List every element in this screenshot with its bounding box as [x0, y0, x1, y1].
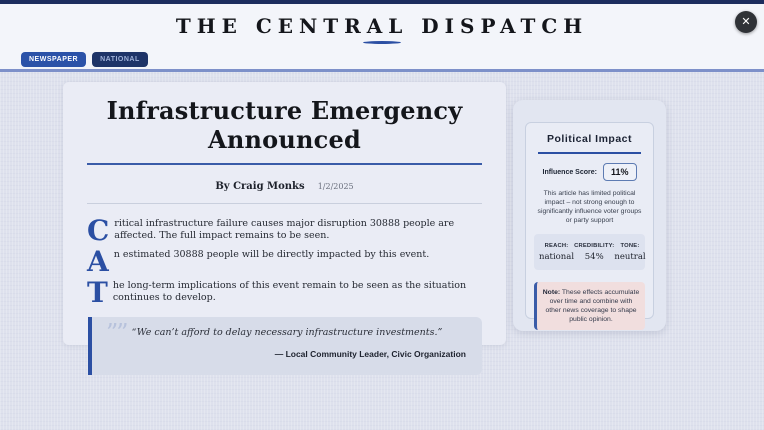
impact-title: Political Impact: [546, 133, 633, 145]
stat-value: 54%: [584, 252, 604, 262]
stat-label: TONE:: [620, 243, 640, 249]
article-headline: Infrastructure Emergency Announced: [106, 96, 463, 154]
stat-label: REACH:: [544, 243, 569, 249]
paragraph-text: he long-term implications of this event remain to be seen as the situation continues to develop.: [112, 280, 467, 303]
stat-credibility: [574, 243, 614, 262]
dropcap: C: [87, 214, 110, 247]
dropcap: A: [87, 245, 109, 278]
quote-attribution: — Local Community Leader, Civic Organization: [274, 349, 466, 359]
stat-reach: [539, 243, 574, 262]
masthead-divider: [363, 41, 401, 44]
paragraph-text: n estimated 30888 people will be directly impacted by this event.: [113, 249, 430, 260]
headline-rule: [87, 163, 482, 165]
note-label: Note:: [542, 289, 561, 296]
influence-score-label: Influence Score:: [542, 168, 597, 176]
byline-hairline: [87, 203, 482, 204]
masthead-title: THE CENTRAL DISPATCH: [175, 14, 589, 38]
note-text: These effects accumulate over time and combine with other news coverage to shape public opinion.: [545, 289, 640, 323]
dropcap: T: [87, 276, 108, 309]
political-impact-sidebar: [513, 100, 666, 331]
tag-national[interactable]: NATIONAL: [92, 52, 148, 67]
tag-newspaper[interactable]: NEWSPAPER: [21, 52, 86, 67]
article-paragraph: [87, 245, 482, 280]
byline-row: [87, 174, 482, 193]
article-date: 1/2/2025: [317, 182, 354, 191]
article-paragraph: [87, 276, 482, 311]
paragraph-text: ritical infrastructure failure causes major disruption 30888 people are affected. The full impact remains to be seen.: [114, 218, 455, 241]
impact-note: [534, 282, 645, 330]
tag-row: [21, 52, 148, 67]
article-panel: [63, 82, 506, 359]
byline-author: By Craig Monks: [215, 181, 305, 192]
article-body: [87, 214, 482, 311]
quote-text: “We can’t afford to delay necessary infrastructure investments.”: [131, 327, 443, 338]
article-paragraph: [87, 214, 482, 249]
influence-score-badge: 11%: [603, 163, 637, 181]
stat-value: national: [539, 252, 575, 262]
close-icon[interactable]: ✕: [735, 11, 757, 33]
masthead-header: [0, 0, 764, 72]
influence-score-row: [534, 163, 645, 181]
impact-description: This article has limited political impact – not strong enough to significantly influence voter groups or party support: [537, 190, 642, 224]
stat-tone: [614, 243, 645, 262]
pull-quote: [88, 317, 482, 375]
political-impact-card: [525, 122, 654, 323]
stat-value: neutral: [614, 252, 646, 262]
impact-title-rule: [538, 152, 641, 154]
stat-label: CREDIBILITY:: [574, 243, 615, 249]
impact-stats: [534, 234, 645, 270]
quote-mark-icon: ””: [106, 319, 127, 347]
